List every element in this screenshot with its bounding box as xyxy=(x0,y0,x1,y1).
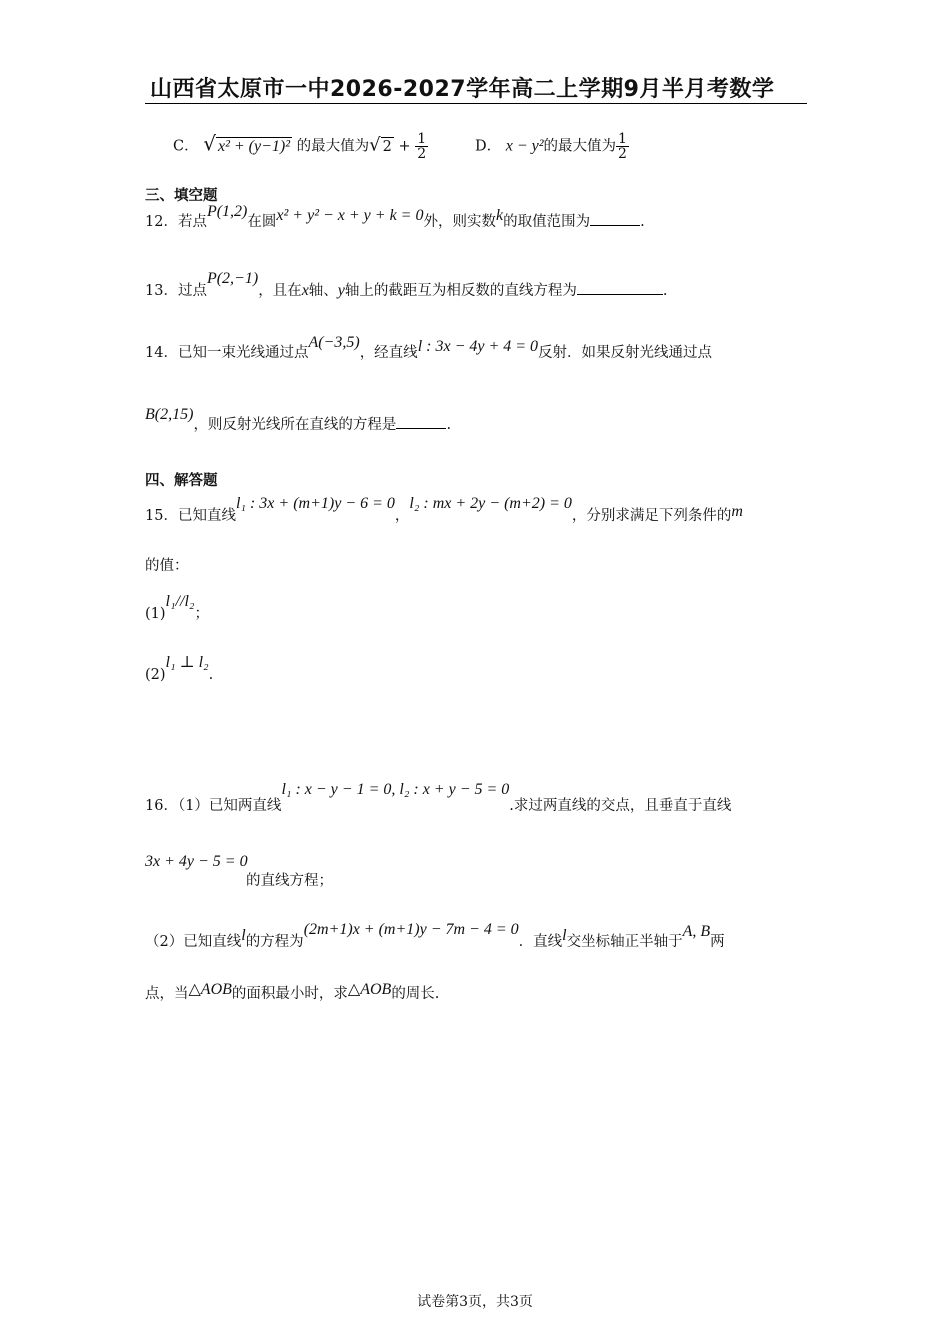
q15-line1: l₁ : 3x + (m+1)y − 6 = 0 xyxy=(235,495,395,512)
q16-part-2: （2）已知直线l的方程为(2m+1)x + (m+1)y − 7m − 4 = 0．直线l交坐标轴正半轴于A, B两 xyxy=(145,921,725,950)
q13-answer-blank[interactable] xyxy=(577,282,663,295)
option-d xyxy=(475,132,629,161)
page-footer: 试卷第3页，共3页 xyxy=(417,1294,533,1310)
q15-line2: l₂ : mx + 2y − (m+2) = 0 xyxy=(409,495,572,512)
page-title: 山西省太原市一中2026-2027学年高二上学期9月半月考数学 xyxy=(150,77,775,102)
q16-cont: 的直线方程； xyxy=(246,873,333,889)
q12-answer-blank[interactable] xyxy=(590,213,640,226)
q14-answer-blank[interactable] xyxy=(396,416,446,429)
q15-part-1: (1)l₁//l₂； xyxy=(145,593,209,622)
option-c-fraction: $\frac{1}{2}$ xyxy=(417,131,427,162)
section-fill-blank-heading: 三、填空题 xyxy=(145,188,218,204)
question-14-cont: B(2,15)，则反射光线所在直线的方程是 . xyxy=(145,406,452,433)
q14-point-a: A(−3,5) xyxy=(308,334,360,351)
q16-lines: l₁ : x − y − 1 = 0, l₂ : x + y − 5 = 0 xyxy=(281,781,510,798)
option-d-label: D． xyxy=(475,138,502,155)
q16-line-eq: (2m+1)x + (m+1)y − 7m − 4 = 0 xyxy=(303,921,519,938)
option-d-text: 的最大值为 xyxy=(543,138,617,155)
section-solve-heading: 四、解答题 xyxy=(145,473,218,489)
option-c: C． √ x² + (y−1)² 的最大值为√ 2 + $\frac{1}{2}$ xyxy=(173,131,427,162)
question-12: 12．若点P(1,2)在圆x² + y² − x + y + k = 0外，则实数k的取值范围为 . xyxy=(145,203,645,230)
q14-line-eq: l : 3x − 4y + 4 = 0 xyxy=(417,338,539,355)
question-14: 14．已知一束光线通过点A(−3,5)，经直线l : 3x − 4y + 4 = 0反射．如果反射光线通过点 xyxy=(145,334,713,361)
sqrt-sign: √ xyxy=(203,131,216,156)
q16-line3: 3x + 4y − 5 = 0 xyxy=(145,853,248,870)
q16-part-2-cont: 点，当△AOB的面积最小时，求△AOB的周长. xyxy=(145,981,440,1002)
question-15-cont: 的值： xyxy=(145,558,189,574)
option-d-expr: x − y² xyxy=(505,137,544,155)
q13-point: P(2,−1) xyxy=(206,270,259,287)
option-c-value-root: 2 xyxy=(382,138,392,155)
q14-point-b: B(2,15) xyxy=(145,406,194,423)
q12-point: P(1,2) xyxy=(206,203,248,220)
q15-part-2: (2)l₁ ⊥ l₂. xyxy=(145,654,214,683)
question-15: 15．已知直线l₁ : 3x + (m+1)y − 6 = 0，l₂ : mx + 2y − (m+2) = 0，分别求满足下列条件的m xyxy=(145,495,743,524)
option-c-label: C． xyxy=(173,138,199,155)
title-underline xyxy=(145,103,807,104)
question-16: 16．（1）已知两直线l₁ : x − y − 1 = 0, l₂ : x + y − 5 = 0.求过两直线的交点，且垂直于直线 xyxy=(145,781,732,814)
option-d-fraction: $\frac{1}{2}$ xyxy=(618,131,627,162)
q12-circle-eq: x² + y² − x + y + k = 0 xyxy=(276,207,424,224)
option-c-text: 的最大值为 xyxy=(296,138,370,155)
question-13: 13．过点P(2,−1)，且在x轴、y轴上的截距互为相反数的直线方程为 . xyxy=(145,270,668,299)
option-c-expr: x² + (y−1)² xyxy=(217,137,291,155)
